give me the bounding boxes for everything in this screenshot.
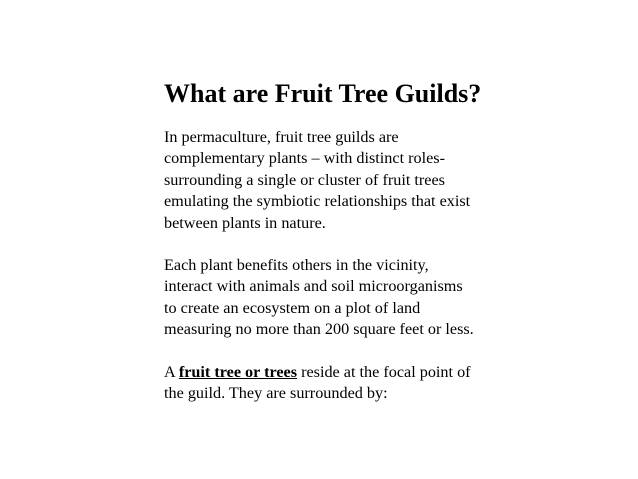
text-line: measuring no more than 200 square feet or less. <box>164 320 474 339</box>
paragraph-focal-point <box>164 362 494 405</box>
text-line <box>164 362 494 383</box>
text-line: complementary plants – with distinct roles- <box>164 149 445 168</box>
text-suffix: reside at the focal point of <box>297 362 471 381</box>
fruit-tree-link[interactable]: fruit tree or trees <box>178 362 298 381</box>
text-line: between plants in nature. <box>164 213 326 232</box>
text-line: In permaculture, fruit tree guilds are <box>164 128 399 146</box>
text-line: emulating the symbiotic relationships that exist <box>164 192 471 211</box>
text-line: interact with animals and soil microorganisms <box>164 277 463 296</box>
text-line: surrounding a single or cluster of fruit trees <box>164 170 445 189</box>
text-line: to create an ecosystem on a plot of land <box>164 298 421 317</box>
paragraph-intro <box>164 127 494 234</box>
text-prefix: A <box>164 362 179 381</box>
slide-title: What are Fruit Tree Guilds? <box>164 79 482 108</box>
text-line: the guild. They are surrounded by: <box>164 384 388 403</box>
slide-content <box>164 78 494 404</box>
text-line: Each plant benefits others in the vicinity, <box>164 256 429 275</box>
paragraph-benefits <box>164 255 494 341</box>
